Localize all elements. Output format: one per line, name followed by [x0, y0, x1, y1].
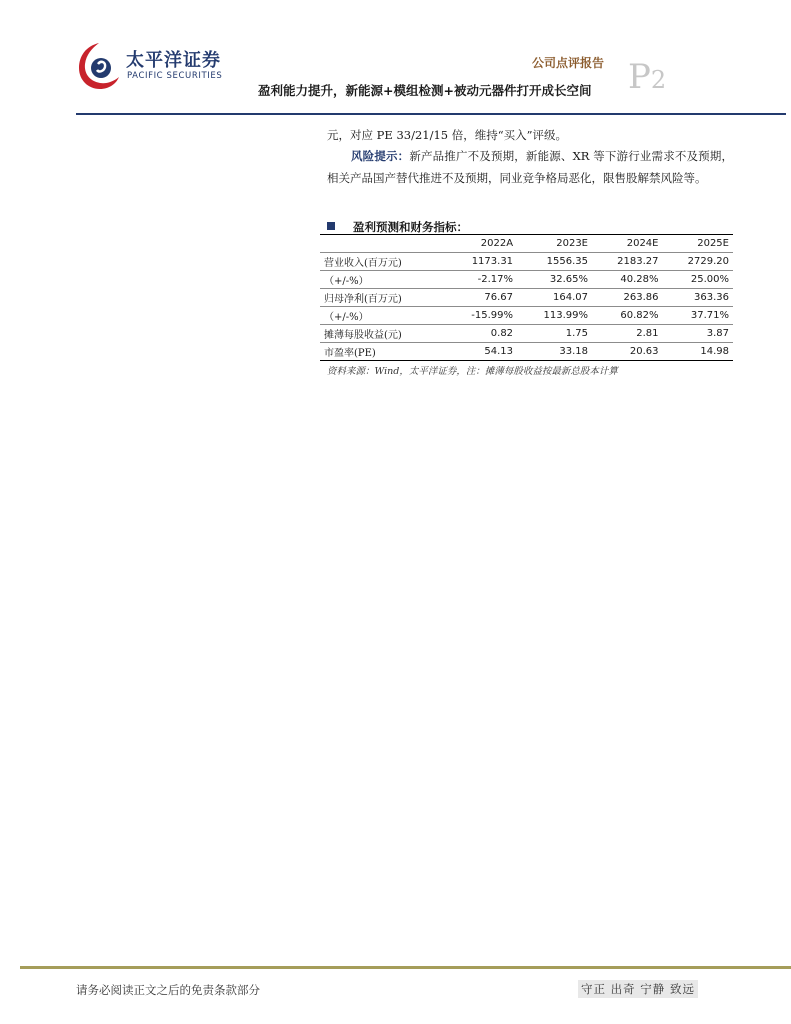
table-cell: 1173.31 — [446, 253, 517, 271]
logo-mark-icon — [76, 40, 122, 92]
table-cell: 3.87 — [663, 325, 734, 343]
table-cell: 2729.20 — [663, 253, 734, 271]
table-cell: -2.17% — [446, 271, 517, 289]
table-header-row — [320, 235, 733, 253]
page-letter: P — [628, 57, 651, 97]
logo-text-en: PACIFIC SECURITIES — [127, 71, 223, 81]
table-cell: 0.82 — [446, 325, 517, 343]
table-row — [320, 253, 733, 271]
table-cell: 2183.27 — [592, 253, 662, 271]
footer-divider — [20, 966, 791, 969]
row-label: （+/-%） — [320, 307, 446, 325]
company-logo — [76, 40, 236, 92]
header-cell: 2025E — [663, 235, 734, 253]
table-cell: 25.00% — [663, 271, 734, 289]
table-cell: 60.82% — [592, 307, 662, 325]
table-cell: 14.98 — [663, 343, 734, 361]
table-cell: 54.13 — [446, 343, 517, 361]
header-cell: 2024E — [592, 235, 662, 253]
table-cell: 113.99% — [517, 307, 592, 325]
table-cell: 263.86 — [592, 289, 662, 307]
risk-text: 新产品推广不及预期，新能源、XR 等下游行业需求不及预期，相关产品国产替代推进不及预期，同业竞争格局恶化，限售股解禁风险等。 — [327, 149, 734, 185]
company-motto: 守正 出奇 宁静 致远 — [578, 980, 698, 998]
table-cell: 76.67 — [446, 289, 517, 307]
logo-text-cn: 太平洋证券 — [126, 50, 221, 71]
table-cell: 32.65% — [517, 271, 592, 289]
table-cell: 2.81 — [592, 325, 662, 343]
row-label: 营业收入(百万元) — [320, 253, 446, 271]
table-row — [320, 271, 733, 289]
table-cell: 164.07 — [517, 289, 592, 307]
header-cell — [320, 235, 446, 253]
square-bullet-icon — [327, 222, 335, 230]
valuation-paragraph: 元，对应 PE 33/21/15 倍，维持“买入”评级。 — [327, 128, 568, 142]
table-row — [320, 289, 733, 307]
header-divider — [76, 113, 786, 115]
page-number: 2 — [650, 66, 667, 94]
row-label: （+/-%） — [320, 271, 446, 289]
table-row — [320, 307, 733, 325]
disclaimer-text: 请务必阅读正文之后的免责条款部分 — [76, 983, 260, 997]
risk-lead: 风险提示： — [351, 149, 410, 163]
risk-paragraph — [327, 145, 733, 189]
report-title: 盈利能力提升，新能源+模组检测+被动元器件打开成长空间 — [258, 83, 592, 98]
table-cell: 1556.35 — [517, 253, 592, 271]
header-cell: 2023E — [517, 235, 592, 253]
row-label: 市盈率(PE) — [320, 343, 446, 361]
table-heading-text: 盈利预测和财务指标： — [353, 220, 468, 234]
table-cell: 20.63 — [592, 343, 662, 361]
financial-forecast-table — [320, 234, 733, 361]
table-cell: -15.99% — [446, 307, 517, 325]
table-cell: 37.71% — [663, 307, 734, 325]
table-row — [320, 343, 733, 361]
table-heading — [327, 219, 468, 235]
table-cell: 363.36 — [663, 289, 734, 307]
table-cell: 33.18 — [517, 343, 592, 361]
table-row — [320, 325, 733, 343]
table-source-note: 资料来源：Wind，太平洋证券，注：摊薄每股收益按最新总股本计算 — [327, 366, 618, 377]
header-cell: 2022A — [446, 235, 517, 253]
row-label: 归母净利(百万元) — [320, 289, 446, 307]
row-label: 摊薄每股收益(元) — [320, 325, 446, 343]
report-type-label: 公司点评报告 — [532, 56, 605, 70]
table-cell: 40.28% — [592, 271, 662, 289]
page-marker — [628, 57, 667, 97]
table-cell: 1.75 — [517, 325, 592, 343]
